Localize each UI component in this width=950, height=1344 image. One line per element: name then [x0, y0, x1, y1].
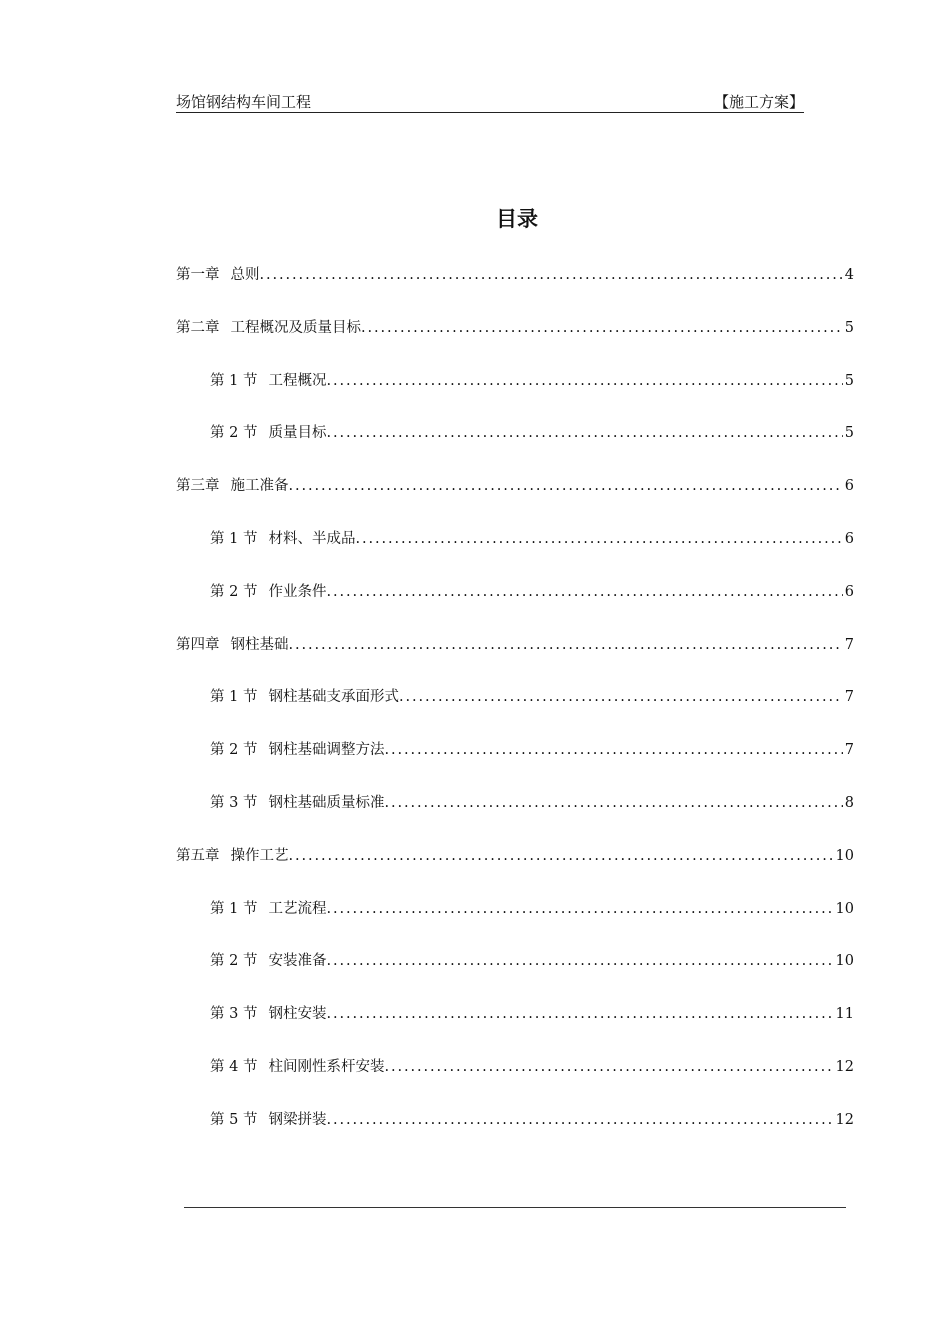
toc-entry-label: [176, 845, 289, 867]
toc-entry-number: 第 1 节: [210, 531, 258, 547]
toc-entry[interactable]: [210, 1056, 854, 1078]
toc-entry-page-number: 6: [844, 583, 854, 600]
toc-entry-number: 第 2 节: [210, 742, 258, 759]
toc-dot-leader: [326, 950, 833, 972]
toc-entry-label: [210, 1003, 326, 1025]
toc-entry-page-number: 7: [844, 636, 854, 653]
toc-entry-number: 第 4 节: [210, 1059, 258, 1075]
toc-entry-number: 第 1 节: [210, 689, 258, 706]
toc-entry-label: [210, 739, 384, 761]
header-document-type: 【施工方案】: [713, 93, 804, 111]
toc-entry[interactable]: [210, 950, 854, 972]
toc-dot-leader: [355, 528, 842, 550]
toc-entry-label: [210, 898, 326, 920]
toc-entry[interactable]: [210, 528, 854, 550]
page-header: [176, 92, 804, 113]
toc-entry-label: [176, 317, 361, 339]
toc-entry-label: [210, 1056, 384, 1078]
toc-entry-title: 钢柱安装: [268, 1006, 327, 1023]
toc-entry[interactable]: [210, 792, 854, 814]
toc-entry-page-number: 6: [844, 531, 854, 547]
toc-entry-label: [210, 528, 355, 550]
toc-entry-number: 第二章: [176, 319, 220, 336]
toc-entry-number: 第 2 节: [210, 425, 258, 442]
toc-entry-title: 安装准备: [268, 953, 327, 970]
toc-entry-title: 工艺流程: [268, 900, 327, 917]
toc-entry-page-number: 5: [844, 372, 854, 389]
toc-entry[interactable]: [210, 898, 854, 920]
toc-dot-leader: [289, 634, 843, 656]
toc-entry-label: [210, 422, 326, 444]
toc-entry[interactable]: [210, 370, 854, 392]
toc-entry-label: [210, 686, 399, 708]
toc-entry-title: 钢梁拼装: [268, 1111, 327, 1128]
toc-entry-page-number: 7: [844, 689, 854, 706]
toc-dot-leader: [326, 370, 842, 392]
toc-entry-title: 材料、半成品: [268, 531, 356, 547]
toc-entry-label: [176, 475, 289, 497]
toc-dot-leader: [326, 1003, 833, 1025]
toc-entry-title: 总则: [230, 267, 260, 283]
toc-entry-page-number: 12: [835, 1059, 854, 1075]
toc-entry-number: 第 3 节: [210, 795, 258, 811]
header-project-name: 场馆钢结构车间工程: [176, 93, 312, 111]
toc-entry[interactable]: [210, 581, 854, 603]
toc-entry[interactable]: [176, 264, 854, 286]
toc-entry-page-number: 11: [835, 1006, 854, 1023]
toc-entry-number: 第 2 节: [210, 583, 258, 600]
toc-dot-leader: [326, 422, 842, 444]
toc-entry-title: 工程概况及质量目标: [230, 319, 361, 336]
toc-entry-title: 作业条件: [268, 583, 327, 600]
toc-entry-page-number: 4: [844, 267, 854, 283]
toc-entry-title: 钢柱基础调整方法: [268, 742, 385, 759]
toc-entry-number: 第五章: [176, 847, 220, 864]
toc-entry[interactable]: [176, 634, 854, 656]
toc-entry-title: 钢柱基础支承面形式: [268, 689, 399, 706]
toc-dot-leader: [326, 898, 833, 920]
toc-entry-number: 第 3 节: [210, 1006, 258, 1023]
toc-entry-page-number: 10: [835, 847, 854, 864]
toc-entry-page-number: 10: [835, 953, 854, 970]
toc-entry[interactable]: [210, 1003, 854, 1025]
toc-entry[interactable]: [210, 739, 854, 761]
toc-entry-label: [210, 370, 326, 392]
toc-dot-leader: [326, 1109, 833, 1131]
toc-entry-label: [210, 581, 326, 603]
toc-entry-page-number: 8: [844, 795, 854, 811]
toc-entry-page-number: 7: [844, 742, 854, 759]
toc-entry-page-number: 12: [835, 1111, 854, 1128]
toc-entry-number: 第三章: [176, 478, 220, 495]
toc-title: 目录: [496, 207, 538, 231]
toc-entry-page-number: 5: [844, 319, 854, 336]
toc-dot-leader: [384, 739, 842, 761]
toc-entry-number: 第 5 节: [210, 1111, 258, 1128]
toc-entry-number: 第 1 节: [210, 900, 258, 917]
toc-entry-title: 钢柱基础: [230, 636, 289, 653]
toc-entry-page-number: 10: [835, 900, 854, 917]
toc-entry-number: 第四章: [176, 636, 220, 653]
toc-dot-leader: [384, 792, 842, 814]
toc-entry-number: 第 2 节: [210, 953, 258, 970]
toc-entry-label: [210, 792, 384, 814]
toc-entry-title: 质量目标: [268, 425, 327, 442]
toc-dot-leader: [399, 686, 843, 708]
toc-entry[interactable]: [210, 422, 854, 444]
toc-entry-title: 钢柱基础质量标准: [268, 795, 385, 811]
toc-entry[interactable]: [210, 1109, 854, 1131]
toc-entry[interactable]: [176, 845, 854, 867]
toc-entry[interactable]: [176, 317, 854, 339]
toc-entry-title: 操作工艺: [230, 847, 289, 864]
toc-dot-leader: [260, 264, 843, 286]
toc-dot-leader: [361, 317, 843, 339]
toc-entry-label: [210, 1109, 326, 1131]
toc-entry-page-number: 6: [844, 478, 854, 495]
toc-entry-title: 工程概况: [268, 372, 327, 389]
toc-dot-leader: [289, 845, 834, 867]
toc-entry[interactable]: [176, 475, 854, 497]
toc-entry-number: 第一章: [176, 267, 220, 283]
toc-entry[interactable]: [210, 686, 854, 708]
toc-entry-page-number: 5: [844, 425, 854, 442]
toc-entry-label: [176, 264, 260, 286]
toc-dot-leader: [289, 475, 843, 497]
toc-dot-leader: [326, 581, 842, 603]
toc-entry-label: [176, 634, 289, 656]
footer-rule: [184, 1207, 846, 1208]
toc-entry-label: [210, 950, 326, 972]
toc-dot-leader: [384, 1056, 833, 1078]
toc-entry-title: 施工准备: [230, 478, 289, 495]
toc-entry-title: 柱间刚性系杆安装: [268, 1059, 385, 1075]
toc-entry-number: 第 1 节: [210, 372, 258, 389]
